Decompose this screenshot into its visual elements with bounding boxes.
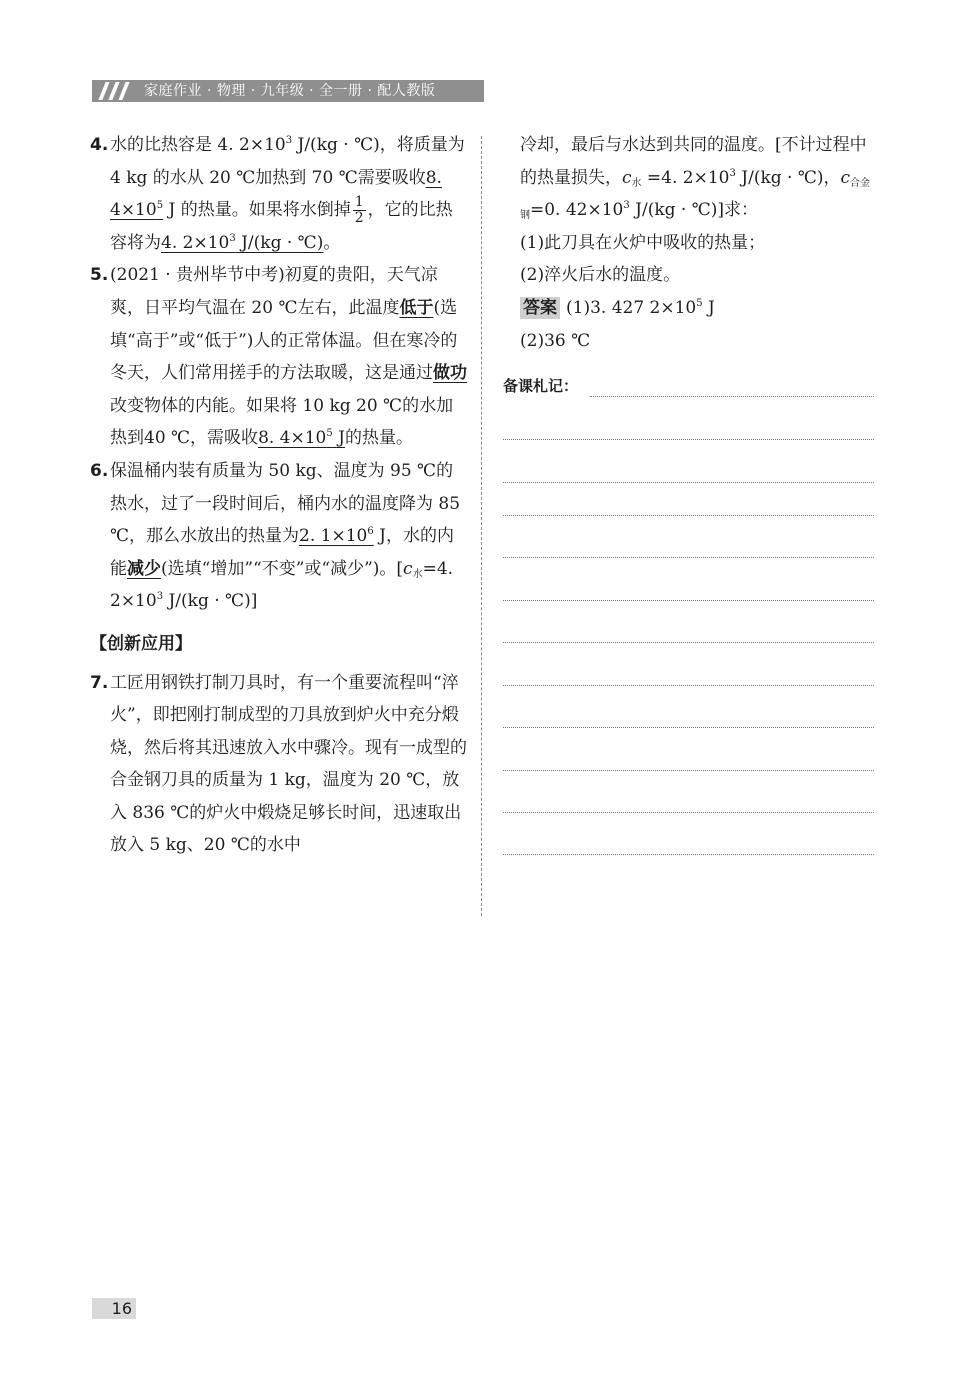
question-text: 保温桶内装有质量为 50 kg、温度为 95 ℃的热水，过了一段时间后，桶内水的温度降为 85 ℃，那么水放出的热量为 <box>110 460 461 547</box>
symbol-c: c <box>622 167 632 188</box>
question-text: 改变物体的内能。如果将 10 kg 20 ℃的水加热到40 ℃，需吸收 <box>110 395 454 449</box>
answer-text: 8. 4×10 <box>258 428 327 449</box>
answer-line-2: (2)36 ℃ <box>520 330 591 351</box>
exponent: 5 <box>696 297 703 309</box>
left-column <box>90 129 468 862</box>
question-text: (选填“高于”或“低于”)人的正常体温。但在寒冷的冬天，人们常用搓手的方法取暖，这是通过 <box>110 297 458 384</box>
question-4 <box>90 129 468 259</box>
answer-text: 做功 <box>433 363 467 384</box>
page-number: 16 <box>92 1298 136 1319</box>
subscript: 水 <box>412 568 423 580</box>
note-line <box>503 557 874 558</box>
fraction <box>353 195 366 226</box>
note-line <box>503 642 874 643</box>
slash-decoration-icon <box>92 80 138 102</box>
note-line <box>503 812 874 813</box>
exponent: 3 <box>623 200 630 212</box>
note-line <box>503 439 874 440</box>
answer-text: (1)3. 427 2×10 <box>566 297 697 318</box>
exponent: 3 <box>729 167 736 179</box>
question-7-continued <box>520 129 880 227</box>
symbol-c: c <box>840 167 851 188</box>
answer-text: 2. 1×10 <box>299 526 368 547</box>
note-line <box>503 727 874 728</box>
notes-label: 备课札记： <box>503 377 579 395</box>
note-line <box>503 482 874 483</box>
question-text: 工匠用钢铁打制刀具时，有一个重要流程叫“淬火”，即把刚打制成型的刀具放到炉火中充分煅烧，然后将其迅速放入水中骤冷。现有一成型的合金钢刀具的质量为 1 kg，温度为 20 ℃，放入 836 ℃的炉火中煅烧足够长时间，迅速取出放入 5 kg、20 ℃的水中 <box>110 672 467 856</box>
question-5 <box>90 259 468 455</box>
header-title: 家庭作业 · 物理 · 九年级 · 全一册 · 配人教版 <box>144 83 436 99</box>
note-line <box>503 685 874 686</box>
question-text: J 的热量。如果将水倒掉 <box>163 200 351 221</box>
column-divider <box>481 136 482 916</box>
exponent: 6 <box>367 526 374 538</box>
answer-text: J <box>702 297 715 318</box>
question-text: J，水的内能 <box>110 526 454 579</box>
question-7 <box>90 667 468 863</box>
question-number: 7. <box>90 672 109 693</box>
question-text: =0. 42×10 <box>530 200 624 221</box>
exponent: 3 <box>229 232 236 244</box>
fraction-numerator: 1 <box>354 194 364 211</box>
question-text: J/(kg · ℃)， <box>735 167 841 188</box>
answer-blank <box>299 526 374 546</box>
answer-label: 答案 <box>520 297 560 319</box>
question-number: 4. <box>90 135 109 155</box>
note-line <box>503 854 874 855</box>
question-text: ，它的比热容将为 <box>110 200 453 253</box>
note-line <box>503 600 874 601</box>
subscript: 合金钢 <box>520 177 871 222</box>
question-number: 5. <box>90 265 109 286</box>
question-text: J/(kg · ℃)]求： <box>629 200 759 221</box>
question-text: J/(kg · ℃)，将质量为4 kg 的水从 20 ℃加热到 70 ℃需要吸收 <box>110 135 465 188</box>
note-line <box>503 515 874 516</box>
subscript: 水 <box>631 177 642 189</box>
question-number: 6. <box>90 460 109 481</box>
running-header <box>92 80 484 102</box>
answer-text: 低于 <box>399 297 434 318</box>
exponent: 3 <box>285 135 293 146</box>
section-heading: 【创新应用】 <box>90 633 192 654</box>
exponent: 3 <box>156 591 164 603</box>
note-line <box>503 770 874 771</box>
question-text: J/(kg · ℃)] <box>163 591 258 612</box>
exponent: 5 <box>326 428 333 440</box>
answer-blank <box>161 233 323 253</box>
answer-text: 8. 4×10 <box>110 167 442 221</box>
question-text: 的热量。 <box>344 428 413 449</box>
answer-block <box>520 292 880 325</box>
symbol-c: c <box>403 558 413 579</box>
fraction-denominator: 2 <box>354 210 364 227</box>
question-text: =4. 2×10 <box>641 167 730 188</box>
answer-text: J <box>332 428 345 449</box>
note-line <box>590 396 874 397</box>
question-text: =4. 2×10 <box>110 558 454 612</box>
sub-question-2: (2)淬火后水的温度。 <box>520 265 681 286</box>
question-text: (2021 · 贵州毕节中考)初夏的贵阳，天气凉爽，日平均气温在 20 ℃左右，此温度 <box>110 265 438 318</box>
question-text: (选填“增加”“不变”或“减少”)。[ <box>161 558 404 579</box>
sub-question-1: (1)此刀具在火炉中吸收的热量； <box>520 232 766 253</box>
question-text: 。 <box>323 232 341 253</box>
answer-blank <box>258 428 345 448</box>
answer-text: J/(kg · ℃) <box>235 232 324 253</box>
question-text: 冷却，最后与水达到共同的温度。[不计过程中的热量损失， <box>520 135 867 188</box>
question-text: 水的比热容是 4. 2×10 <box>110 135 286 155</box>
question-6 <box>90 455 468 618</box>
answer-text: 4. 2×10 <box>161 232 230 253</box>
answer-text: 减少 <box>127 558 161 579</box>
right-column <box>520 129 880 357</box>
exponent: 5 <box>156 200 164 212</box>
